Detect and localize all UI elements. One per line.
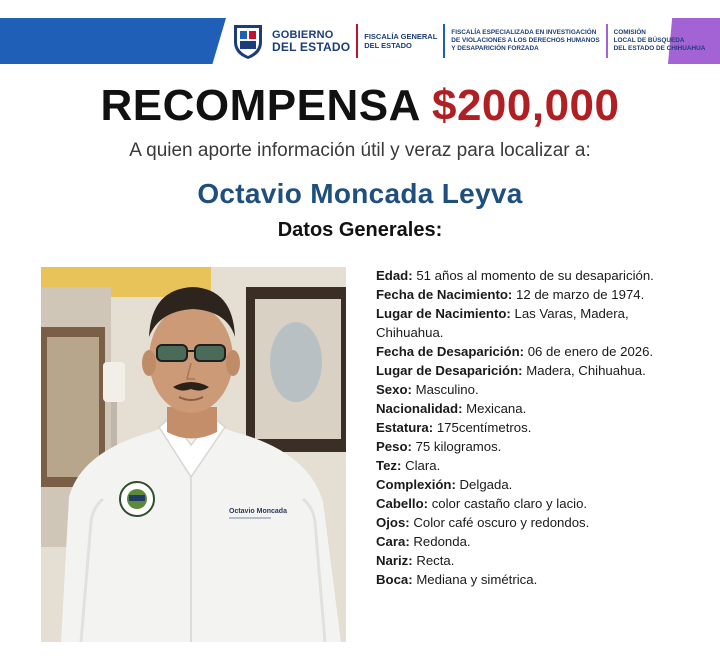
fiscalia-general-logo: FISCALÍA GENERAL DEL ESTADO xyxy=(364,32,438,50)
header-band xyxy=(0,18,720,64)
dato-nacionalidad: Nacionalidad: Mexicana. xyxy=(376,401,527,416)
dato-peso: Peso: 75 kilogramos. xyxy=(376,439,502,454)
dato-edad: Edad: 51 años al momento de su desaparición. xyxy=(376,268,654,283)
dato-cabello: Cabello: color castaño claro y lacio. xyxy=(376,496,588,511)
reward-word: RECOMPENSA xyxy=(100,81,420,130)
fiscalia-especializada-logo: FISCALÍA ESPECIALIZADA EN INVESTIGACIÓN DE VIOLACIONES A LOS DERECHOS HUMANOS Y DESAPARICIÓN FORZADA xyxy=(451,29,600,52)
dato-nariz: Nariz: Recta. xyxy=(376,553,455,568)
gobierno-del-estado-logo: GOBIERNO DEL ESTADO xyxy=(272,29,351,54)
dato-sexo: Sexo: Masculino. xyxy=(376,382,479,397)
dato-fecha-nacimiento: Fecha de Nacimiento: 12 de marzo de 1974. xyxy=(376,287,645,302)
missing-person-name: Octavio Moncada Leyva xyxy=(197,178,523,209)
dato-lugar-nacimiento: Lugar de Nacimiento: Las Varas, Madera, Chihuahua. xyxy=(376,306,629,340)
logo-divider xyxy=(443,24,445,58)
logo-divider xyxy=(356,24,358,58)
shirt-embroidery-text: Octavio Moncada xyxy=(229,508,287,515)
reward-subtitle: A quien aporte información útil y veraz para localizar a: xyxy=(129,140,591,161)
institution-logos xyxy=(232,20,705,62)
dato-estatura: Estatura: 175centímetros. xyxy=(376,420,532,435)
dato-fecha-desaparicion: Fecha de Desaparición: 06 de enero de 2026. xyxy=(376,344,654,359)
datos-generales-heading: Datos Generales: xyxy=(277,219,443,241)
dato-complexion: Complexión: Delgada. xyxy=(376,477,513,492)
dato-lugar-desaparicion: Lugar de Desaparición: Madera, Chihuahua. xyxy=(376,363,646,378)
state-shield-icon xyxy=(232,22,264,60)
reward-title xyxy=(0,80,720,132)
comision-busqueda-logo: COMISIÓN LOCAL DE BÚSQUEDA DEL ESTADO DE CHIHUAHUA xyxy=(613,29,706,52)
missing-person-photo xyxy=(41,267,346,642)
dato-tez: Tez: Clara. xyxy=(376,458,441,473)
logo-divider xyxy=(606,24,608,58)
dato-ojos: Ojos: Color café oscuro y redondos. xyxy=(376,515,590,530)
header-blue-stripe xyxy=(0,18,226,64)
datos-generales-list xyxy=(376,266,696,589)
dato-boca: Boca: Mediana y simétrica. xyxy=(376,572,538,587)
reward-amount: $200,000 xyxy=(431,81,620,130)
dato-cara: Cara: Redonda. xyxy=(376,534,471,549)
